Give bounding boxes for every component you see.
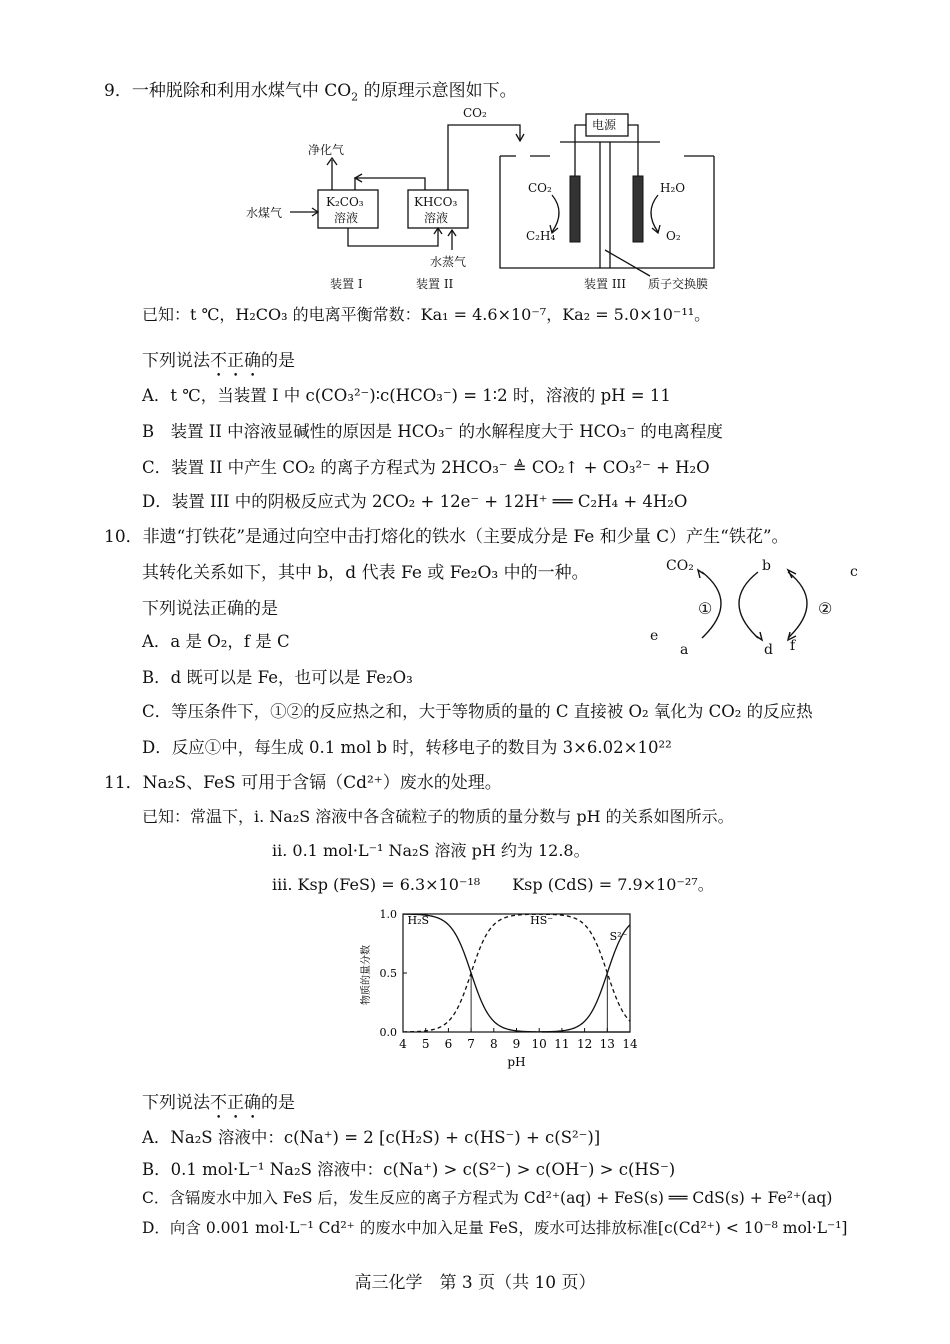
x-tick-label: 14 <box>622 1037 638 1051</box>
series-h2s-line <box>403 914 630 1032</box>
q9-question: 下列说法不正确的是 <box>142 351 295 371</box>
x-tick-label: 4 <box>399 1037 407 1051</box>
power-label: 电源 <box>592 118 617 132</box>
q9-option-a[interactable]: A．t ℃，当装置 I 中 c(CO₃²⁻)∶c(HCO₃⁻) = 1∶2 时，溶液的 pH = 11 <box>142 386 671 405</box>
q11-stem: 11．Na₂S、FeS 可用于含镉（Cd²⁺）废水的处理。 <box>104 773 502 793</box>
series-label-hs: HS⁻ <box>530 914 554 927</box>
x-tick-label: 7 <box>467 1037 475 1051</box>
device2-label: 装置 II <box>416 277 454 291</box>
cycle-e-label: e <box>650 628 659 644</box>
q11-option-b[interactable]: B．0.1 mol·L⁻¹ Na₂S 溶液中：c(Na⁺) > c(S²⁻) > c(OH⁻) > c(HS⁻) <box>142 1160 676 1179</box>
box2-line1: KHCO₃ <box>414 195 458 209</box>
reaction2-label: ② <box>818 599 833 618</box>
arc-left-inner <box>739 572 758 638</box>
q10-option-d[interactable]: D．反应①中，每生成 0.1 mol b 时，转移电子的数目为 3×6.02×10²² <box>142 738 672 757</box>
cycle-f-label: f <box>790 638 796 654</box>
q11-option-c[interactable]: C．含镉废水中加入 FeS 后，发生反应的离子方程式为 Cd²⁺(aq) + FeS(s) ══ CdS(s) + Fe²⁺(aq) <box>142 1189 833 1207</box>
q10-option-c[interactable]: C．等压条件下，①②的反应热之和，大于等物质的量的 C 直接被 O₂ 氧化为 CO₂ 的反应热 <box>142 702 813 721</box>
membrane-label: 质子交换膜 <box>648 277 709 291</box>
y-tick-label: 0.5 <box>379 967 397 980</box>
co2-top-label: CO₂ <box>463 106 487 120</box>
cycle-c-label: c <box>850 564 858 580</box>
x-tick-label: 12 <box>576 1037 593 1051</box>
cycle-b-label: b <box>762 558 771 574</box>
reaction1-label: ① <box>698 599 713 618</box>
q10-question: 下列说法正确的是 <box>142 599 278 619</box>
cell-co2-label: CO₂ <box>528 181 552 195</box>
q10-option-a[interactable]: A．a 是 O₂，f 是 C <box>142 632 290 651</box>
water-gas-label: 水煤气 <box>246 206 283 220</box>
cell-o2-label: O₂ <box>666 229 681 243</box>
cycle-a-label: a <box>680 642 689 658</box>
x-tick-label: 5 <box>421 1037 430 1051</box>
chart-ylabel: 物质的量分数 <box>361 945 372 1005</box>
series-label-h2s: H₂S <box>407 914 430 927</box>
q9-option-c[interactable]: C．装置 II 中产生 CO₂ 的离子方程式为 2HCO₃⁻ ≜ CO₂↑ + CO₃²⁻ + H₂O <box>142 458 710 477</box>
x-tick-label: 13 <box>599 1037 615 1051</box>
arc-right <box>788 572 807 638</box>
water-vapor-label: 水蒸气 <box>430 255 467 269</box>
box1-line1: K₂CO₃ <box>326 195 364 209</box>
x-tick-label: 9 <box>512 1037 521 1051</box>
q10-stem-line1: 10．非遗“打铁花”是通过向空中击打熔化的铁水（主要成分是 Fe 和少量 C）产生“铁花”。 <box>104 527 789 547</box>
q10-cycle-diagram <box>640 550 870 660</box>
q11-question: 下列说法不正确的是 <box>142 1093 295 1113</box>
y-tick-label: 1.0 <box>379 908 397 921</box>
q9-option-d[interactable]: D．装置 III 中的阴极反应式为 2CO₂ + 12e⁻ + 12H⁺ ══ C₂H₄ + 4H₂O <box>142 492 688 511</box>
cycle-d-label: d <box>764 642 773 658</box>
q9-known: 已知：t ℃，H₂CO₃ 的电离平衡常数：Ka₁ = 4.6×10⁻⁷，Ka₂ = 5.0×10⁻¹¹。 <box>142 305 711 324</box>
q9-diagram <box>230 100 730 300</box>
series-label-s: S²⁻ <box>609 930 628 943</box>
anode <box>633 176 643 242</box>
species-fraction-chart <box>355 900 655 1076</box>
page-footer: 高三化学 第 3 页（共 10 页） <box>354 1273 596 1293</box>
y-tick-label: 0.0 <box>379 1026 397 1039</box>
device1-label: 装置 I <box>330 277 363 291</box>
chart-plot-frame <box>403 914 630 1032</box>
cell-c2h4-label: C₂H₄ <box>526 229 556 243</box>
q9-option-b[interactable]: B 装置 II 中溶液显碱性的原因是 HCO₃⁻ 的水解程度大于 HCO₃⁻ 的电离程度 <box>142 422 723 441</box>
cycle-co2-label: CO₂ <box>666 558 694 574</box>
purified-gas-label: 净化气 <box>308 143 345 157</box>
chart-xlabel: pH <box>507 1055 526 1069</box>
q11-known-2: ii. 0.1 mol·L⁻¹ Na₂S 溶液 pH 约为 12.8。 <box>272 841 590 860</box>
box1-line2: 溶液 <box>334 211 359 225</box>
box2-line2: 溶液 <box>424 211 449 225</box>
device3-label: 装置 III <box>584 277 627 291</box>
q11-option-a[interactable]: A．Na₂S 溶液中：c(Na⁺) = 2 [c(H₂S) + c(HS⁻) + c(S²⁻)] <box>142 1128 601 1147</box>
x-tick-label: 8 <box>489 1037 498 1051</box>
q11-option-d[interactable]: D．向含 0.001 mol·L⁻¹ Cd²⁺ 的废水中加入足量 FeS，废水可达排放标准[c(Cd²⁺) < 10⁻⁸ mol·L⁻¹] <box>142 1219 848 1237</box>
q10-stem-line2: 其转化关系如下，其中 b，d 代表 Fe 或 Fe₂O₃ 中的一种。 <box>142 563 589 583</box>
x-tick-label: 10 <box>531 1037 547 1051</box>
q9-stem: 9．一种脱除和利用水煤气中 $CO_2$ 的原理示意图如下。 <box>104 81 517 104</box>
q11-known-3: iii. Ksp (FeS) = 6.3×10⁻¹⁸ Ksp (CdS) = 7.9×10⁻²⁷。 <box>272 875 714 894</box>
cathode <box>570 176 580 242</box>
x-tick-label: 11 <box>554 1037 570 1051</box>
x-tick-label: 6 <box>444 1037 453 1051</box>
q11-known-1: 已知：常温下，i. Na₂S 溶液中各含硫粒子的物质的量分数与 pH 的关系如图所示。 <box>142 807 734 826</box>
q10-option-b[interactable]: B．d 既可以是 Fe，也可以是 Fe₂O₃ <box>142 668 413 687</box>
cell-h2o-label: H₂O <box>660 181 686 195</box>
series-hs-line <box>403 914 630 1032</box>
